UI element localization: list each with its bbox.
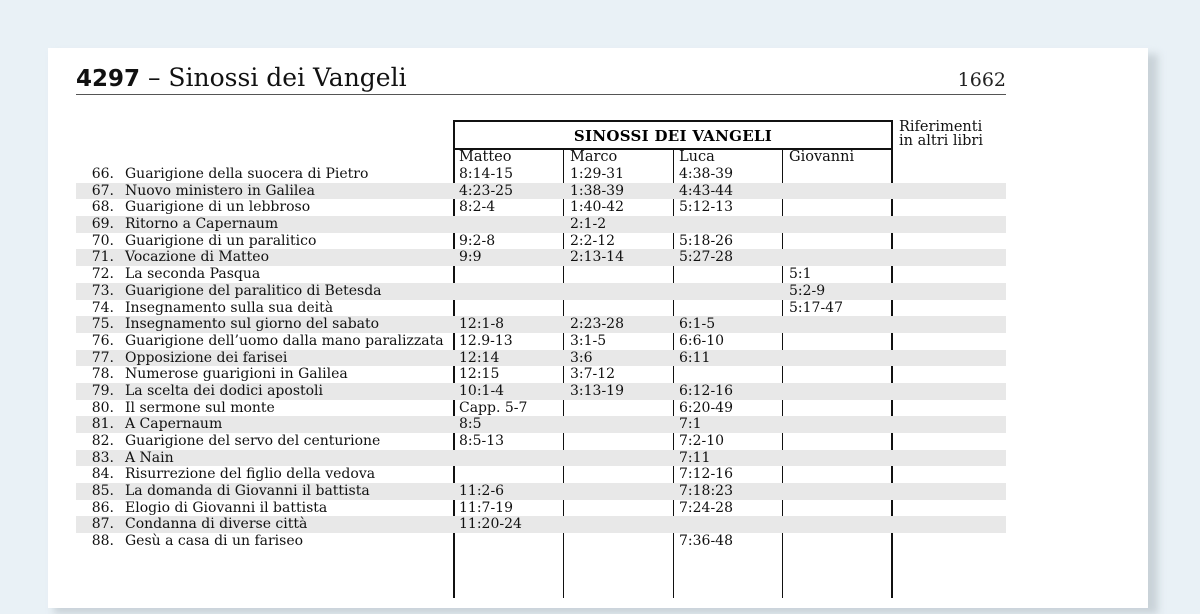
row-title: Opposizione dei farisei bbox=[125, 349, 288, 366]
cell-matteo: 9:9 bbox=[459, 249, 482, 266]
row-title: La scelta dei dodici apostoli bbox=[125, 382, 324, 399]
row-number: 70. bbox=[91, 232, 114, 249]
cell-matteo: 8:5 bbox=[459, 416, 482, 433]
column-header-giovanni: Giovanni bbox=[789, 149, 855, 165]
cell-matteo: 11:20-24 bbox=[459, 516, 522, 533]
table-row bbox=[76, 516, 1006, 533]
references-header-line: Riferimenti bbox=[899, 119, 983, 135]
page-header bbox=[76, 60, 1006, 95]
column-header-luca: Luca bbox=[679, 149, 715, 165]
cell-marco: 3:1-5 bbox=[570, 332, 607, 349]
table-row bbox=[76, 166, 1006, 183]
cell-giovanni: 5:1 bbox=[789, 266, 812, 283]
cell-matteo: 11:7-19 bbox=[459, 499, 513, 516]
references-header-line: in altri libri bbox=[899, 133, 983, 149]
row-number: 81. bbox=[91, 416, 114, 433]
row-title: La domanda di Giovanni il battista bbox=[125, 483, 370, 500]
cell-giovanni: 5:17-47 bbox=[789, 299, 843, 316]
table-row bbox=[76, 266, 1006, 283]
synopsis-box-title: SINOSSI DEI VANGELI bbox=[455, 122, 891, 150]
table-row bbox=[76, 433, 1006, 450]
table-row bbox=[76, 483, 1006, 500]
cell-marco: 2:23-28 bbox=[570, 316, 624, 333]
cell-matteo: 12:14 bbox=[459, 349, 500, 366]
cell-luca: 7:18:23 bbox=[679, 483, 733, 500]
cell-matteo: 9:2-8 bbox=[459, 232, 496, 249]
table-row bbox=[76, 383, 1006, 400]
row-number: 86. bbox=[91, 499, 114, 516]
row-title: Ritorno a Capernaum bbox=[125, 216, 279, 233]
table-row bbox=[76, 350, 1006, 367]
cell-matteo: 8:5-13 bbox=[459, 433, 505, 449]
cell-luca: 7:36-48 bbox=[679, 533, 733, 550]
row-title: Il sermone sul monte bbox=[125, 399, 275, 416]
cell-matteo: 4:23-25 bbox=[459, 182, 513, 199]
cell-marco: 1:40-42 bbox=[570, 199, 624, 216]
row-number: 68. bbox=[91, 199, 114, 216]
table-row bbox=[76, 300, 1006, 317]
table-row bbox=[76, 450, 1006, 467]
table-row bbox=[76, 416, 1006, 433]
row-number: 80. bbox=[91, 399, 114, 416]
cell-luca: 7:24-28 bbox=[679, 499, 733, 516]
row-title: Insegnamento sulla sua deità bbox=[125, 299, 334, 316]
synopsis-table-body bbox=[76, 166, 1006, 550]
row-title: Insegnamento sul giorno del sabato bbox=[125, 316, 380, 333]
table-row bbox=[76, 183, 1006, 200]
cell-luca: 6:11 bbox=[679, 349, 711, 366]
cell-luca: 4:43-44 bbox=[679, 182, 733, 199]
cell-luca: 7:2-10 bbox=[679, 433, 725, 449]
cell-luca: 5:12-13 bbox=[679, 199, 733, 216]
cell-matteo: 8:14-15 bbox=[459, 166, 513, 182]
row-number: 74. bbox=[91, 299, 114, 316]
column-header-matteo: Matteo bbox=[459, 149, 512, 165]
row-title: Guarigione dell’uomo dalla mano paralizzata bbox=[125, 332, 444, 349]
cell-marco: 2:13-14 bbox=[570, 249, 624, 266]
row-number: 66. bbox=[91, 166, 114, 182]
cell-luca: 4:38-39 bbox=[679, 166, 733, 182]
cell-matteo: 8:2-4 bbox=[459, 199, 496, 216]
cell-giovanni: 5:2-9 bbox=[789, 282, 826, 299]
references-header bbox=[899, 120, 983, 148]
section-number: 4297 bbox=[76, 66, 141, 92]
table-row bbox=[76, 199, 1006, 216]
row-title: Condanna di diverse città bbox=[125, 516, 308, 533]
cell-luca: 5:18-26 bbox=[679, 232, 733, 249]
cell-luca: 7:11 bbox=[679, 449, 711, 466]
row-number: 72. bbox=[91, 266, 114, 283]
cell-matteo: Capp. 5-7 bbox=[459, 399, 528, 416]
page-title bbox=[76, 63, 407, 92]
cell-matteo: 10:1-4 bbox=[459, 382, 505, 399]
cell-matteo: 12.9-13 bbox=[459, 332, 513, 349]
cell-marco: 3:6 bbox=[570, 349, 593, 366]
row-number: 82. bbox=[91, 433, 114, 449]
row-number: 79. bbox=[91, 382, 114, 399]
row-number: 69. bbox=[91, 216, 114, 233]
row-number: 85. bbox=[91, 483, 114, 500]
table-row bbox=[76, 400, 1006, 417]
row-title: A Nain bbox=[125, 449, 174, 466]
table-row bbox=[76, 233, 1006, 250]
row-number: 87. bbox=[91, 516, 114, 533]
cell-luca: 6:1-5 bbox=[679, 316, 716, 333]
row-title: Guarigione del servo del centurione bbox=[125, 433, 381, 449]
row-number: 75. bbox=[91, 316, 114, 333]
cell-luca: 6:12-16 bbox=[679, 382, 733, 399]
cell-marco: 1:38-39 bbox=[570, 182, 624, 199]
row-number: 88. bbox=[91, 533, 114, 550]
row-title: Guarigione di un lebbroso bbox=[125, 199, 311, 216]
table-row bbox=[76, 500, 1006, 517]
table-row bbox=[76, 366, 1006, 383]
cell-luca: 7:12-16 bbox=[679, 466, 733, 483]
row-number: 78. bbox=[91, 366, 114, 383]
table-row bbox=[76, 333, 1006, 350]
row-title: Risurrezione del figlio della vedova bbox=[125, 466, 376, 483]
row-title: Elogio di Giovanni il battista bbox=[125, 499, 328, 516]
table-row bbox=[76, 249, 1006, 266]
cell-marco: 2:1-2 bbox=[570, 216, 607, 233]
row-title: Nuovo ministero in Galilea bbox=[125, 182, 315, 199]
row-title: Gesù a casa di un fariseo bbox=[125, 533, 304, 550]
row-number: 71. bbox=[91, 249, 114, 266]
row-title: La seconda Pasqua bbox=[125, 266, 261, 283]
table-row bbox=[76, 283, 1006, 300]
row-title: Vocazione di Matteo bbox=[125, 249, 270, 266]
cell-marco: 3:13-19 bbox=[570, 382, 624, 399]
cell-luca: 5:27-28 bbox=[679, 249, 733, 266]
cell-marco: 1:29-31 bbox=[570, 166, 624, 182]
row-title: A Capernaum bbox=[125, 416, 223, 433]
row-number: 67. bbox=[91, 182, 114, 199]
row-number: 84. bbox=[91, 466, 114, 483]
cell-matteo: 11:2-6 bbox=[459, 483, 505, 500]
table-row bbox=[76, 216, 1006, 233]
row-number: 83. bbox=[91, 449, 114, 466]
cell-luca: 6:20-49 bbox=[679, 399, 733, 416]
cell-matteo: 12:1-8 bbox=[459, 316, 505, 333]
cell-marco: 2:2-12 bbox=[570, 232, 616, 249]
row-title: Numerose guarigioni in Galilea bbox=[125, 366, 348, 383]
section-title: – Sinossi dei Vangeli bbox=[140, 63, 407, 92]
row-title: Guarigione della suocera di Pietro bbox=[125, 166, 369, 182]
page-number: 1662 bbox=[957, 69, 1006, 91]
row-title: Guarigione di un paralitico bbox=[125, 232, 317, 249]
row-number: 76. bbox=[91, 332, 114, 349]
column-header-marco: Marco bbox=[570, 149, 618, 165]
row-title: Guarigione del paralitico di Betesda bbox=[125, 282, 382, 299]
cell-matteo: 12:15 bbox=[459, 366, 500, 383]
row-number: 77. bbox=[91, 349, 114, 366]
table-row bbox=[76, 466, 1006, 483]
table-row bbox=[76, 533, 1006, 550]
cell-marco: 3:7-12 bbox=[570, 366, 616, 383]
table-row bbox=[76, 316, 1006, 333]
cell-luca: 6:6-10 bbox=[679, 332, 725, 349]
cell-luca: 7:1 bbox=[679, 416, 702, 433]
row-number: 73. bbox=[91, 282, 114, 299]
